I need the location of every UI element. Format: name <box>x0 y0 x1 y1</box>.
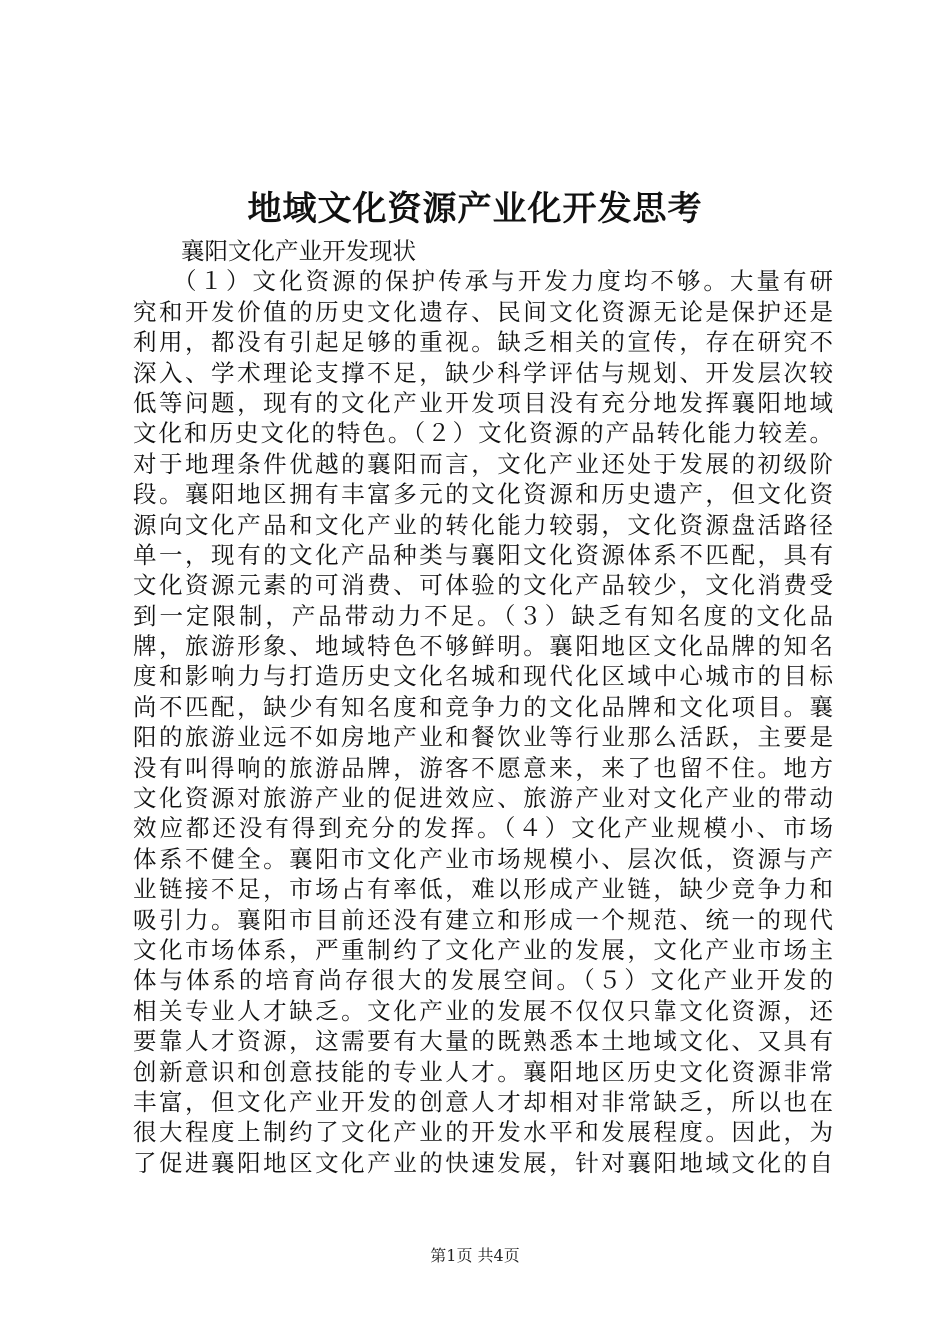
paragraph-line: 体与体系的培育尚存很大的发展空间。（５）文化产业开发的 <box>133 966 833 995</box>
paragraph-line: 要靠人才资源，这需要有大量的既熟悉本土地域文化、又具有 <box>133 1027 833 1056</box>
paragraph-line: 文化资源元素的可消费、可体验的文化产品较少，文化消费受 <box>133 571 833 600</box>
paragraph-line: 了促进襄阳地区文化产业的快速发展，针对襄阳地域文化的自 <box>133 1148 833 1177</box>
paragraph-line: 相关专业人才缺乏。文化产业的发展不仅仅只靠文化资源，还 <box>133 996 833 1025</box>
paragraph-line: 丰富，但文化产业开发的创意人才却相对非常缺乏，所以也在 <box>133 1087 833 1116</box>
page-number: 第1页 共4页 <box>430 1246 520 1265</box>
paragraph-line: 对于地理条件优越的襄阳而言，文化产业还处于发展的初级阶 <box>133 449 833 478</box>
paragraph-line: 低等问题，现有的文化产业开发项目没有充分地发挥襄阳地域 <box>133 388 833 417</box>
paragraph-line: 利用，都没有引起足够的重视。缺乏相关的宣传，存在研究不 <box>133 328 833 357</box>
page-footer <box>0 1245 950 1267</box>
paragraph-line: 效应都还没有得到充分的发挥。（４）文化产业规模小、市场 <box>133 814 833 843</box>
paragraph-line: 创新意识和创意技能的专业人才。襄阳地区历史文化资源非常 <box>133 1057 833 1086</box>
paragraph-line: 单一，现有的文化产品种类与襄阳文化资源体系不匹配，具有 <box>133 540 833 569</box>
paragraph-line: 文化资源对旅游产业的促进效应、旅游产业对文化产业的带动 <box>133 784 833 813</box>
paragraph-line: 段。襄阳地区拥有丰富多元的文化资源和历史遗产，但文化资 <box>133 480 833 509</box>
paragraph-line: 度和影响力与打造历史文化名城和现代化区域中心城市的目标 <box>133 662 833 691</box>
paragraph-line: 牌，旅游形象、地域特色不够鲜明。襄阳地区文化品牌的知名 <box>133 632 833 661</box>
paragraph-line: 到一定限制，产品带动力不足。（３）缺乏有知名度的文化品 <box>133 601 833 630</box>
paragraph-line: 尚不匹配，缺少有知名度和竞争力的文化品牌和文化项目。襄 <box>133 692 833 721</box>
paragraph-line: 体系不健全。襄阳市文化产业市场规模小、层次低，资源与产 <box>133 844 833 873</box>
paragraph-line: （１）文化资源的保护传承与开发力度均不够。大量有研 <box>173 267 833 296</box>
document-title: 地域文化资源产业化开发思考 <box>247 189 703 229</box>
paragraph-line: 没有叫得响的旅游品牌，游客不愿意来，来了也留不住。地方 <box>133 753 833 782</box>
paragraph-line: 究和开发价值的历史文化遗存、民间文化资源无论是保护还是 <box>133 297 833 326</box>
paragraph-line: 阳的旅游业远不如房地产业和餐饮业等行业那么活跃，主要是 <box>133 723 833 752</box>
paragraph-line: 源向文化产品和文化产业的转化能力较弱，文化资源盘活路径 <box>133 510 833 539</box>
paragraph-line: 文化市场体系，严重制约了文化产业的发展，文化产业市场主 <box>133 935 833 964</box>
paragraph-line: 深入、学术理论支撑不足，缺少科学评估与规划、开发层次较 <box>133 358 833 387</box>
document-body <box>133 236 833 1178</box>
section-heading: 襄阳文化产业开发现状 <box>181 237 416 265</box>
paragraph-line: 吸引力。襄阳市目前还没有建立和形成一个规范、统一的现代 <box>133 905 833 934</box>
paragraph-line: 文化和历史文化的特色。（２）文化资源的产品转化能力较差。 <box>133 419 833 448</box>
paragraph-line: 很大程度上制约了文化产业的开发水平和发展程度。因此，为 <box>133 1118 833 1147</box>
paragraph-line: 业链接不足，市场占有率低，难以形成产业链，缺少竞争力和 <box>133 875 833 904</box>
